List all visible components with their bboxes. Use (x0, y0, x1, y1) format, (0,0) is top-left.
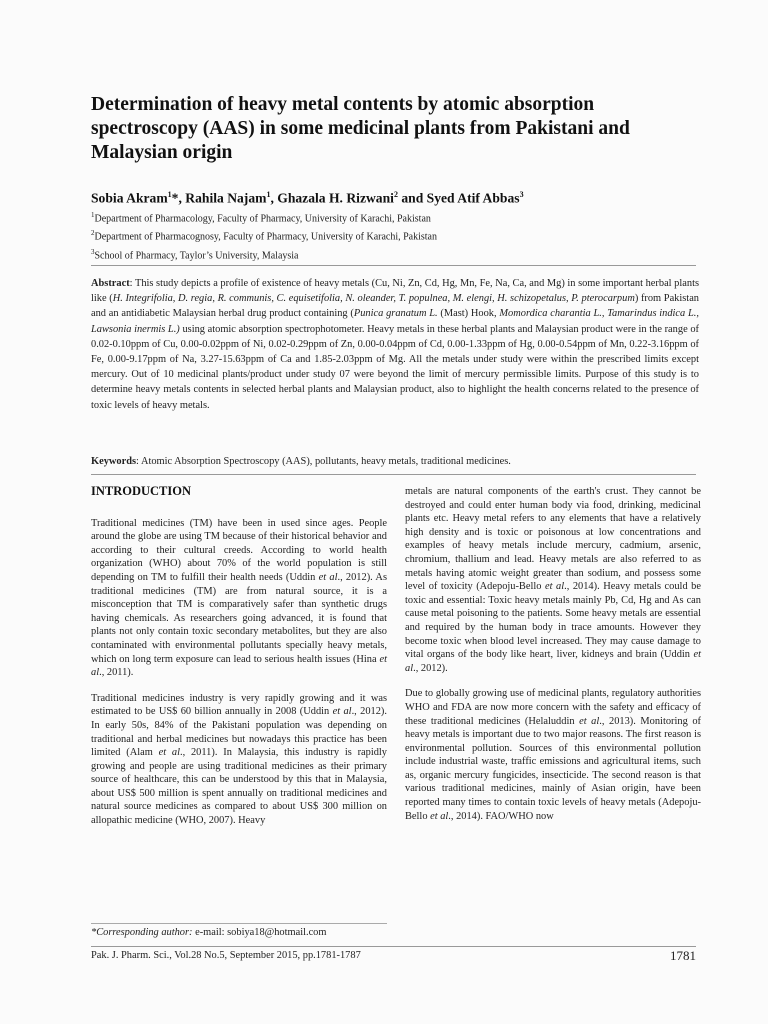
affiliation-mark: 3 (91, 247, 95, 256)
author-separator: and (397, 190, 427, 206)
abstract-text: : This study depicts a profile of existence of heavy metals (Cu, Ni, Zn, Cd, Hg, Mn, Fe, Na, Ca, and Mg) in some important herbal plants like (H. Integrifolia, D. regia, R. communis, C. equisetifolia, N. oleander, T. populnea, M. elengi, H. schizopetalus, P. pterocarpum) from Pakistan and an antidiabetic Malaysian herbal drug product containing (Punica granatum L. (Mast) Hook, Momordica charantia L., Tamarindus indica L., Lawsonia inermis L.) using atomic absorption spectrophotometer. Heavy metals in these herbal plants and Malaysian product were in the range of 0.02-0.10ppm of Cu, 0.00-0.02ppm of Ni, 0.02-0.29ppm of Zn, 0.00-0.04ppm of Cd, 0.00-1.33ppm of Hg, 0.00-0.54ppm of Mn, 0.22-3.16ppm of Fe, 0.00-9.17ppm of Na, 3.27-15.63ppm of Ca and 1.85-2.03ppm of Mg. All the metals under study were within the prescribed limits except mercury. Out of 10 medicinal plants/product under study 07 were beyond the limit of mercury permissible limits. Purpose of this study is to determine heavy metals contents in selected herbal plants and Malaysian product, also to highlight the health concerns related to the presence of toxic levels of heavy metals. (91, 278, 699, 411)
author-list (91, 190, 691, 207)
author-affiliation-mark: 2 (393, 190, 398, 199)
corresponding-label: *Corresponding author: (91, 927, 193, 938)
corresponding-email: e-mail: sobiya18@hotmail.com (192, 927, 327, 938)
affiliation-list (91, 208, 691, 263)
paragraph: Traditional medicines (TM) have been in used since ages. People around the globe are using TM because of their historical behavior and according to their cultural creeds. According to world health organization (WHO) about 70% of the world population is still depending on TM to fulfill their health needs (Uddin et al., 2012). As traditional medicines (TM) are from natural source, it is a misconception that TM is comparatively safer than synthetic drugs having chemicals. As researchers going advanced, it is found that plants not only contain toxic secondary metabolites, but they are also contaminated with environmental pollutants specially heavy metals, which on long term exposure can lead to serious health issues (Hina et al., 2011). (91, 517, 387, 679)
affiliation-text: Department of Pharmacology, Faculty of Pharmacy, University of Karachi, Pakistan (94, 213, 431, 225)
author-name: Sobia Akram (91, 190, 168, 206)
affiliation-mark: 1 (91, 211, 95, 219)
author-affiliation-mark: 3 (519, 190, 524, 199)
author-affiliation-mark: 1 (266, 190, 271, 199)
affiliation-text: Department of Pharmacognosy, Faculty of Pharmacy, University of Karachi, Pakistan (94, 231, 437, 243)
footer-rule (91, 946, 696, 947)
keywords (91, 455, 699, 469)
paragraph: Due to globally growing use of medicinal plants, regulatory authorities WHO and FDA are now more concern with the safety and efficacy of these traditional medicines (Helaluddin et al., 2013). Monitoring of heavy metals is important due to two major reasons. The first reason is environmental pollution. Sources of this environmental pollution include industrial waste, traffic emissions and agricultural items, such as, organic mercury fungicides, insecticide. The second reason is that various traditional medicines, mainly of Asian origin, have been reported many times to contain toxic levels of heavy metals (Adepoju-Bello et al., 2014). FAO/WHO now (405, 688, 701, 822)
paragraph: metals are natural components of the earth's crust. They cannot be destroyed and could enter human body via food, drinking, medicinal plants etc. Heavy metal refers to any elements that have a relatively high density and is toxic or poisonous at low concentrations and examples of heavy metals include mercury, cadmium, arsenic, chromium, thallium and lead. Heavy metals are also referred to as metals having atomic weight greater than sodium, and possess some level of toxicity (Adepoju-Bello et al., 2014). Heavy metals could be toxic and essential: Toxic heavy metals mainly Pb, Cd, Hg and As can cause metal poisoning to the patients. Some heavy metals are essential and required by the human body in trace amounts. However they become toxic when blood level increased. They may cause damage to vital organs of the body like heart, liver, kidneys and brain (Uddin et al., 2012). (405, 486, 701, 674)
keywords-text: : Atomic Absorption Spectroscopy (AAS), pollutants, heavy metals, traditional medicines. (136, 456, 511, 467)
author-affiliation-mark: 1 (167, 190, 172, 199)
affiliation (91, 208, 691, 226)
right-column (405, 485, 701, 835)
author-separator: *, (171, 190, 186, 206)
affiliation-mark: 2 (91, 229, 95, 238)
journal-footer: Pak. J. Pharm. Sci., Vol.28 No.5, September 2015, pp.1781-1787 (91, 950, 361, 961)
abstract (91, 276, 699, 413)
affiliation (91, 245, 691, 263)
paper-title: Determination of heavy metal contents by atomic absorption spectroscopy (AAS) in some medicinal plants from Pakistani and Malaysian origin (91, 94, 630, 163)
corresponding-author-note (91, 923, 387, 940)
affiliation-text: School of Pharmacy, Taylor’s University, Malaysia (94, 249, 299, 261)
abstract-label: Abstract (91, 278, 130, 289)
abstract-top-rule (91, 265, 696, 266)
page-number: 1781 (670, 948, 696, 963)
author-name: Syed Atif Abbas (426, 190, 520, 206)
affiliation (91, 226, 691, 244)
left-column (91, 485, 387, 840)
paragraph: Traditional medicines industry is very rapidly growing and it was estimated to be US$ 60 billion annually in 2008 (Uddin et al., 2012). In early 50s, 84% of the Pakistani population was depending on traditional and herbal medicines but nowadays this practice has been limited (Alam et al., 2011). In Malaysia, this industry is rapidly growing and people are using traditional medicines as their primary source of healthcare, this can be understood by this that in Malaysia, about US$ 500 million is spent annually on traditional medicines and natural source medicines as compared to about US$ 300 million on allopathic medicine (WHO, 2007). Heavy (91, 692, 388, 827)
author-separator: , (270, 190, 278, 206)
keywords-rule (91, 474, 696, 475)
section-heading: INTRODUCTION (91, 484, 192, 498)
author-name: Rahila Najam (185, 190, 267, 206)
keywords-label: Keywords (91, 456, 137, 467)
author-name: Ghazala H. Rizwani (277, 190, 394, 206)
